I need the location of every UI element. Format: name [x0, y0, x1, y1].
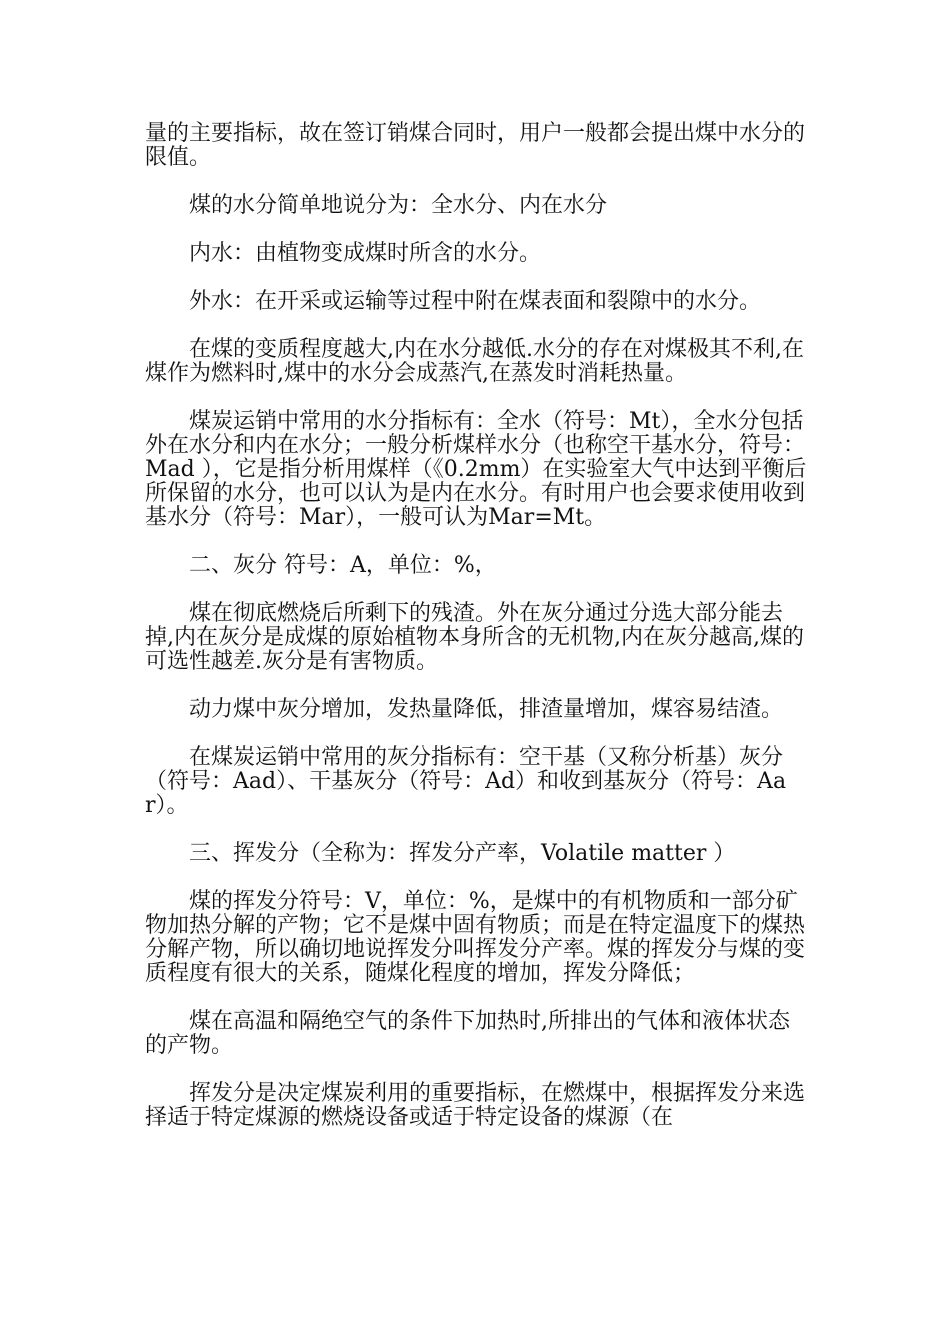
paragraph-volatile-importance: 挥发分是决定煤炭利用的重要指标，在燃煤中，根据挥发分来选择适于特定煤源的燃烧设备或适于特定设备的煤源（在 [145, 1081, 806, 1130]
section-heading-ash: 二、灰分 符号：A，单位：%， [189, 553, 497, 578]
paragraph-volatile-definition: 煤的挥发分符号：V，单位：%，是煤中的有机物质和一部分矿物加热分解的产物；它不是煤中固有物质；而是在特定温度下的煤热分解产物，所以确切地说挥发分叫挥发分产率。煤的挥发分与煤的变质程度有很大的关系，随煤化程度的增加，挥发分降低； [145, 889, 806, 986]
paragraph-ash-definition: 煤在彻底燃烧后所剩下的残渣。外在灰分通过分选大部分能去掉,内在灰分是成煤的原始植物本身所含的无机物,内在灰分越高,煤的可选性越差.灰分是有害物质。 [145, 601, 804, 674]
paragraph-ash-indicators: 在煤炭运销中常用的灰分指标有：空干基（又称分析基）灰分（符号：Aad）、干基灰分（符号：Ad）和收到基灰分（符号：Aar）。 [145, 745, 787, 818]
section-heading-volatile-matter: 三、挥发分（全称为：挥发分产率，Volatile matter ） [189, 841, 736, 866]
paragraph-moisture-effect: 在煤的变质程度越大,内在水分越低.水分的存在对煤极其不利,在煤作为燃料时,煤中的水分会成蒸汽,在蒸发时消耗热量。 [145, 337, 804, 386]
paragraph-moisture-limit: 量的主要指标，故在签订销煤合同时，用户一般都会提出煤中水分的限值。 [145, 121, 806, 170]
document-body [145, 122, 810, 1154]
paragraph-moisture-indicators: 煤炭运销中常用的水分指标有：全水（符号：Mt），全水分包括外在水分和内在水分；一般分析煤样水分（也称空干基水分，符号：Mad ），它是指分析用煤样（《0.2mm）在实验室大气中达到平衡后所保留的水分，也可以认为是内在水分。有时用户也会要求使用收到基水分（符号：Mar），一般可认为Mar=Mt。 [145, 409, 807, 530]
paragraph-external-moisture: 外水：在开采或运输等过程中附在煤表面和裂隙中的水分。 [189, 289, 762, 314]
paragraph-moisture-types: 煤的水分简单地说分为：全水分、内在水分 [189, 193, 608, 218]
paragraph-volatile-products: 煤在高温和隔绝空气的条件下加热时,所排出的气体和液体状态的产物。 [145, 1009, 790, 1058]
paragraph-ash-effect: 动力煤中灰分增加，发热量降低，排渣量增加，煤容易结渣。 [189, 697, 784, 722]
paragraph-inherent-moisture: 内水：由植物变成煤时所含的水分。 [189, 241, 542, 266]
